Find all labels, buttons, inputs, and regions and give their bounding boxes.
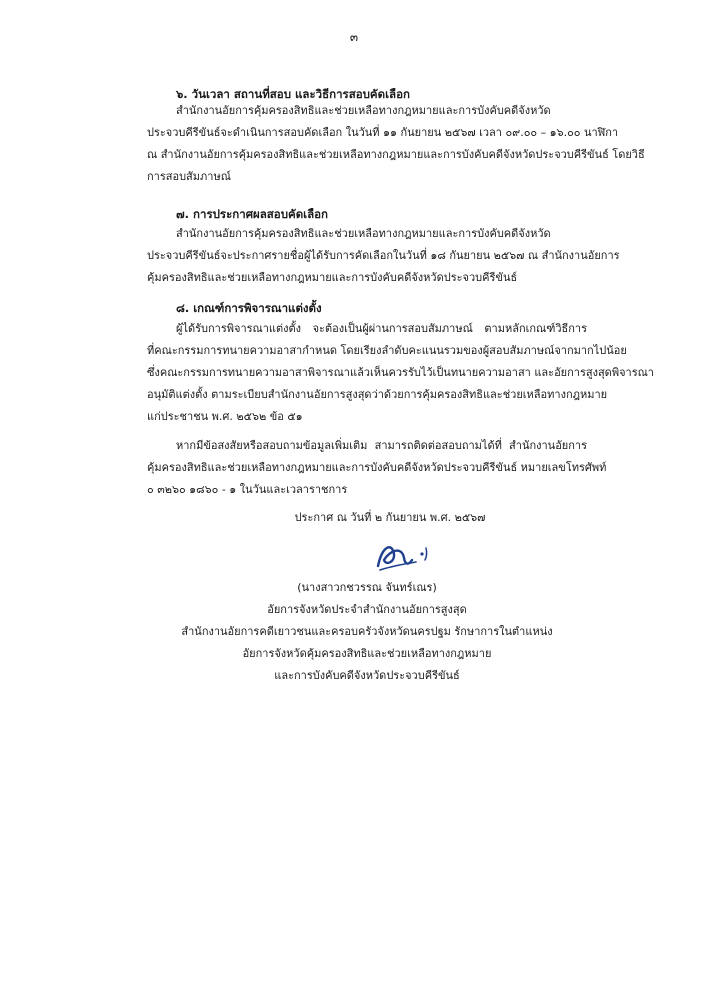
signatory-title: และการบังคับคดีจังหวัดประจวบคีรีขันธ์ [274, 669, 460, 682]
section-6-line: ประจวบคีรีขันธ์จะดำเนินการสอบคัดเลือก ในวันที่ ๑๑ กันยายน ๒๕๖๗ เวลา ๐๙.๐๐ – ๑๖.๐๐ นาฬิกา [147, 126, 619, 139]
section-8-heading: ๘. เกณฑ์การพิจารณาแต่งตั้ง [176, 301, 322, 315]
section-8-line: แก่ประชาชน พ.ศ. ๒๕๖๒ ข้อ ๕๑ [147, 410, 303, 423]
contact-line: ๐ ๓๒๖๐ ๑๘๖๐ - ๑ ในวันและเวลาราชการ [147, 483, 348, 496]
section-6-line: ณ สำนักงานอัยการคุ้มครองสิทธิและช่วยเหลือทางกฎหมายและการบังคับคดีจังหวัดประจวบคีรีขันธ์ โดยวิธี [147, 148, 645, 161]
section-6-line: สำนักงานอัยการคุ้มครองสิทธิและช่วยเหลือทางกฎหมายและการบังคับคดีจังหวัด [176, 104, 551, 117]
signatory-title: สำนักงานอัยการคดีเยาวชนและครอบครัวจังหวัดนครปฐม รักษาการในตำแหน่ง [181, 625, 553, 638]
section-6-heading: ๖. วันเวลา สถานที่สอบ และวิธีการสอบคัดเลือก [176, 87, 410, 101]
section-6-line: การสอบสัมภาษณ์ [147, 170, 231, 183]
section-7-heading: ๗. การประกาศผลสอบคัดเลือก [176, 207, 329, 221]
section-8-line: ซึ่งคณะกรรมการทนายความอาสาพิจารณาแล้วเห็นควรรับไว้เป็นทนายความอาสา และอัยการสูงสุดพิจารณา [147, 366, 654, 379]
section-8-line: ผู้ได้รับการพิจารณาแต่งตั้ง จะต้องเป็นผู้ผ่านการสอบสัมภาษณ์ ตามหลักเกณฑ์วิธีการ [176, 322, 587, 335]
section-8-line: ที่คณะกรรมการทนายความอาสากำหนด โดยเรียงลำดับคะแนนรวมของผู้สอบสัมภาษณ์จากมากไปน้อย [147, 344, 627, 357]
signatory-title: อัยการจังหวัดคุ้มครองสิทธิและช่วยเหลือทางกฎหมาย [242, 647, 492, 660]
contact-line: หากมีข้อสงสัยหรือสอบถามข้อมูลเพิ่มเติม สามารถติดต่อสอบถามได้ที่ สำนักงานอัยการ [176, 439, 587, 452]
page-number: ๓ [349, 30, 359, 44]
section-7-line: ประจวบคีรีขันธ์จะประกาศรายชื่อผู้ได้รับการคัดเลือกในวันที่ ๑๘ กันยายน ๒๕๖๗ ณ สำนักงานอัยการ [147, 249, 620, 262]
signatory-name: (นางสาวกชวรรณ จันทร์เณร) [297, 581, 437, 594]
contact-line: คุ้มครองสิทธิและช่วยเหลือทางกฎหมายและการบังคับคดีจังหวัดประจวบคีรีขันธ์ หมายเลขโทรศัพท์ [147, 461, 607, 474]
announcement-date: ประกาศ ณ วันที่ ๒ กันยายน พ.ศ. ๒๕๖๗ [294, 511, 486, 524]
section-8-line: อนุมัติแต่งตั้ง ตามระเบียบสำนักงานอัยการสูงสุดว่าด้วยการคุ้มครองสิทธิและช่วยเหลือทางกฎหมาย [147, 388, 608, 401]
signatory-title: อัยการจังหวัดประจำสำนักงานอัยการสูงสุด [267, 603, 467, 616]
section-7-line: สำนักงานอัยการคุ้มครองสิทธิและช่วยเหลือทางกฎหมายและการบังคับคดีจังหวัด [176, 227, 551, 240]
section-7-line: คุ้มครองสิทธิและช่วยเหลือทางกฎหมายและการบังคับคดีจังหวัดประจวบคีรีขันธ์ [147, 271, 518, 284]
handwritten-signature [370, 536, 440, 576]
